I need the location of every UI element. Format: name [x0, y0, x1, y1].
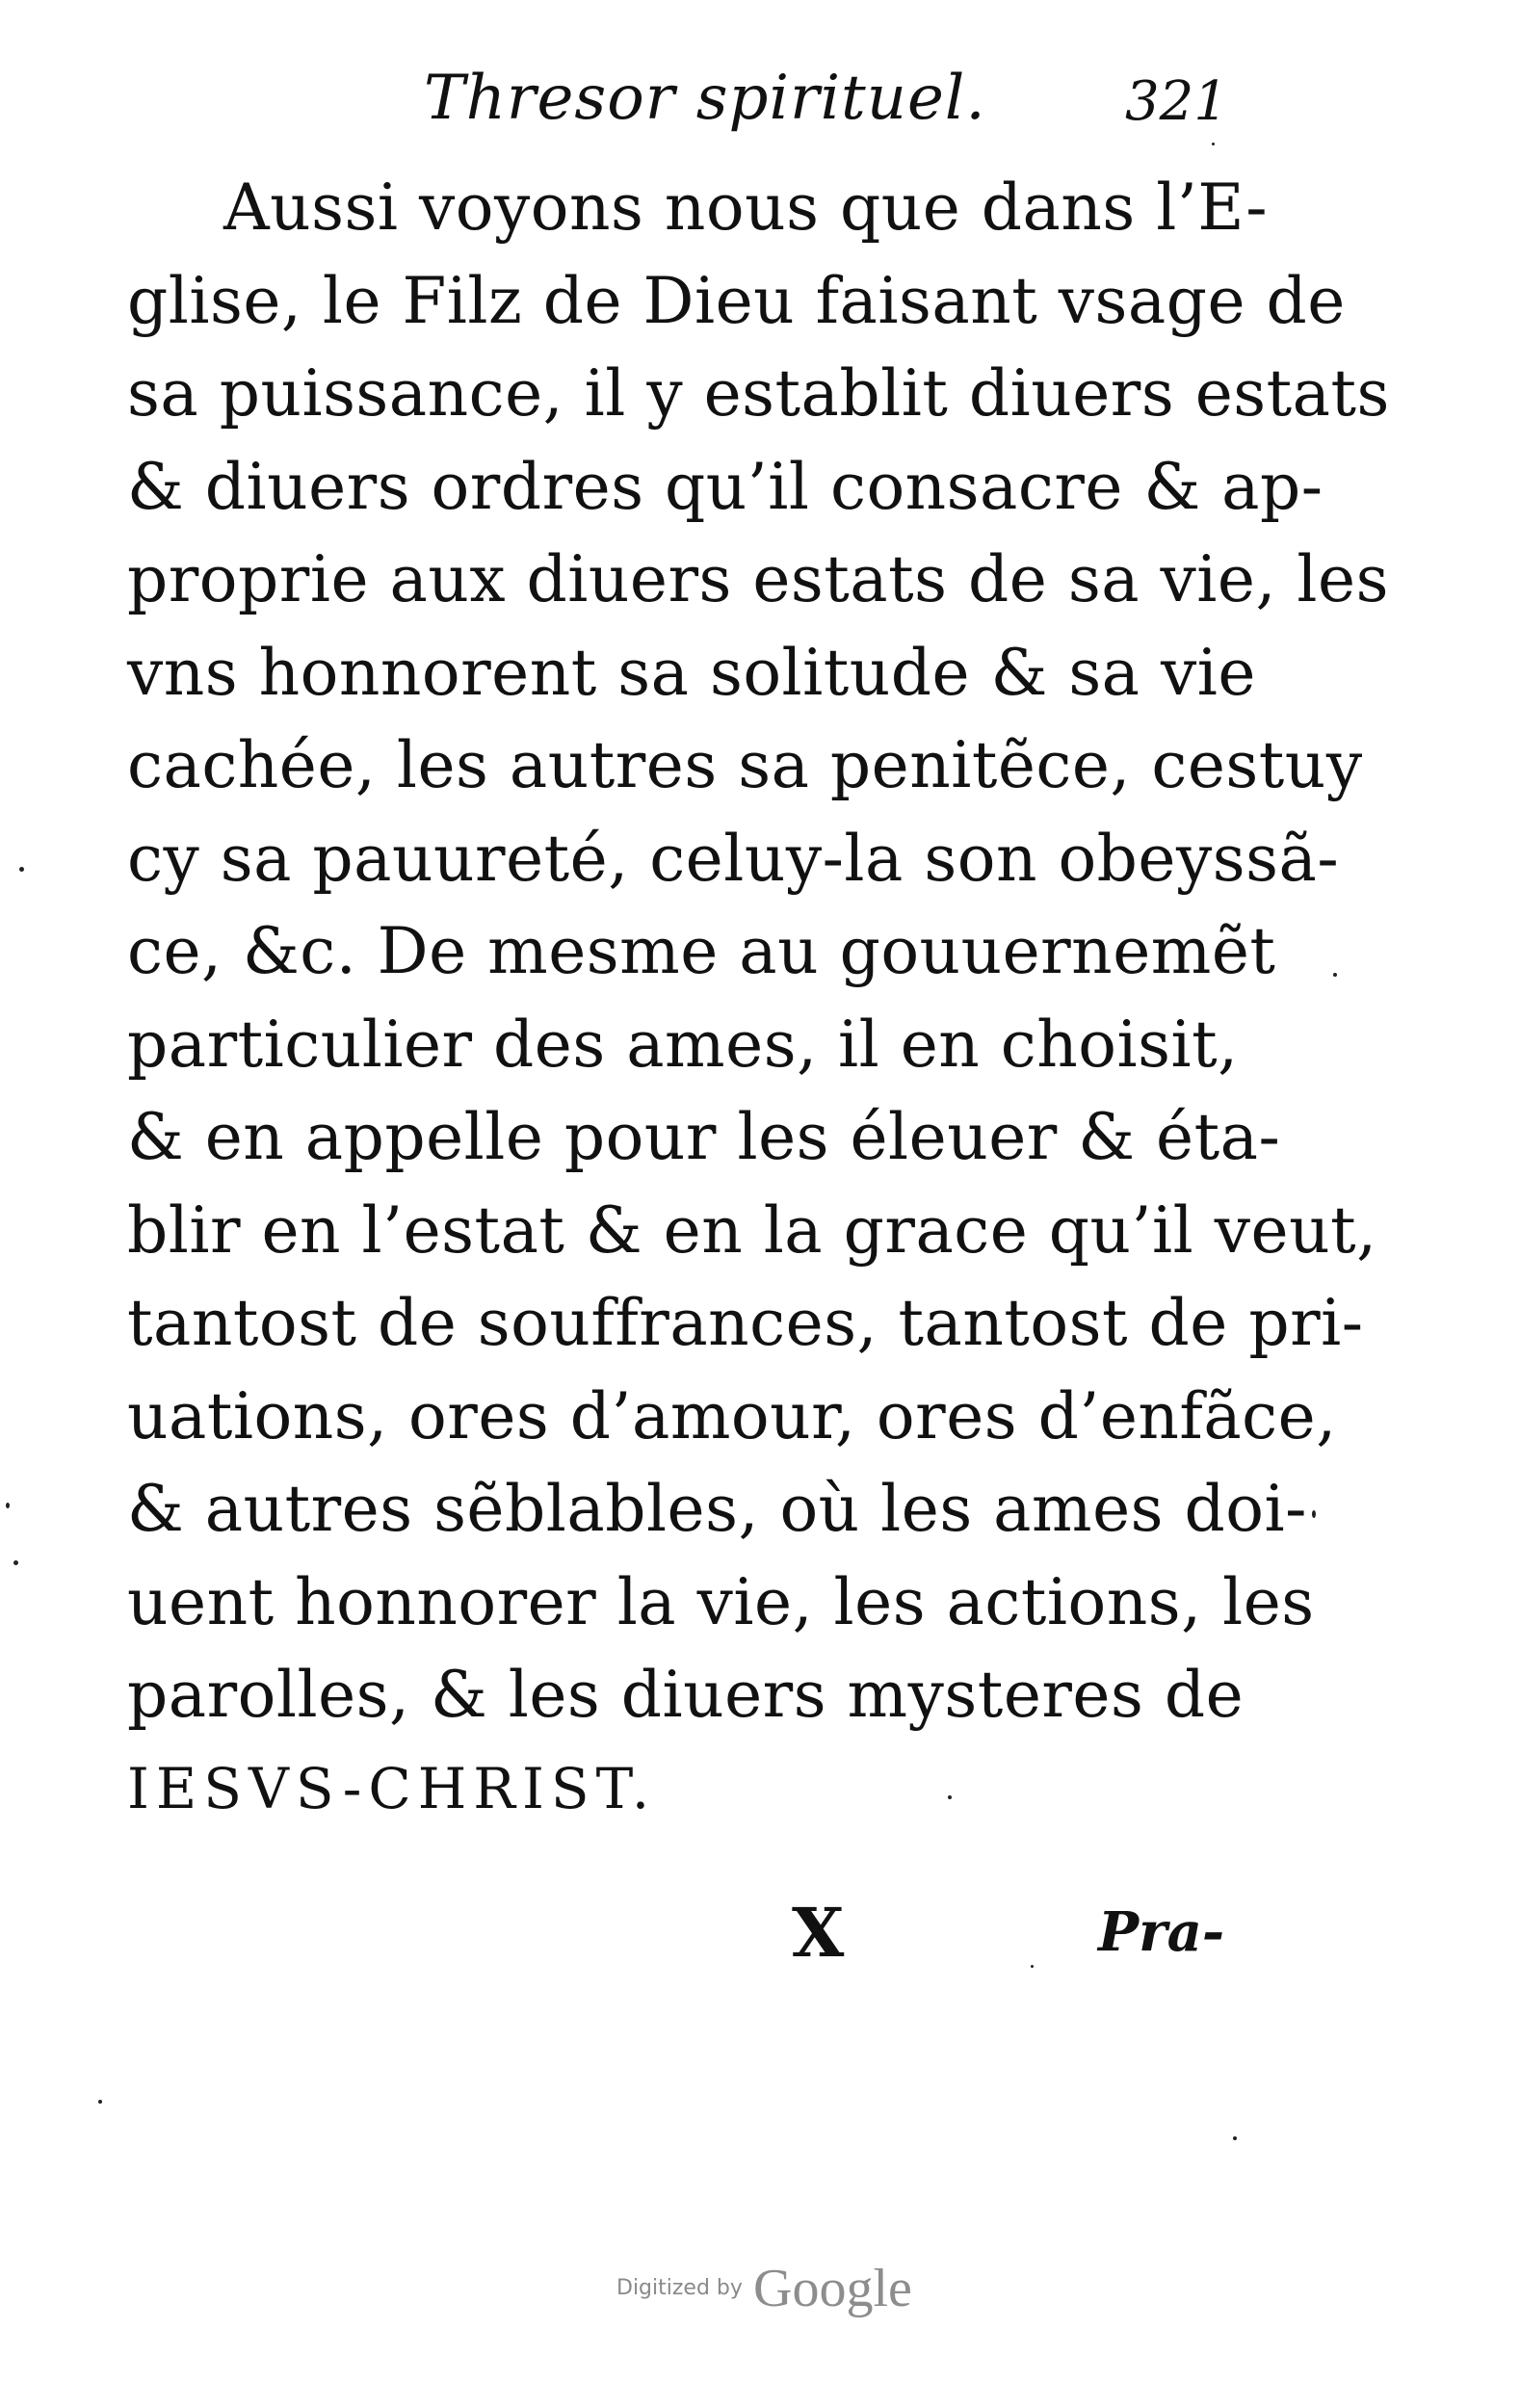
scan-speck	[98, 2100, 102, 2104]
catchword: Pra-	[1098, 1900, 1225, 1964]
scan-speck	[6, 1503, 10, 1508]
text-line: & diuers ordres qu’il consacre & ap-	[127, 449, 1323, 524]
page-number: 321	[1125, 70, 1228, 133]
scan-speck	[1233, 2136, 1237, 2140]
text-line: glise, le Filz de Dieu faisant vsage de	[127, 263, 1346, 338]
text-line: uent honnorer la vie, les actions, les	[127, 1564, 1315, 1639]
text-line: uations, ores d’amour, ores d’enfãce,	[127, 1378, 1337, 1453]
digitized-by-watermark	[616, 2259, 912, 2318]
scan-speck	[1312, 1510, 1316, 1518]
body-text	[127, 162, 1390, 1835]
text-line: proprie aux diuers estats de sa vie, les	[127, 542, 1389, 616]
signature-mark: X	[792, 1893, 845, 1973]
text-line: parolles, & les diuers mysteres de	[127, 1658, 1245, 1732]
text-line: & en appelle pour les éleuer & éta-	[127, 1100, 1281, 1174]
text-line: tantost de souffrances, tantost de pri-	[127, 1286, 1364, 1360]
google-logo: Google	[753, 2259, 912, 2318]
scan-speck	[19, 867, 24, 872]
text-line: cy sa pauureté, celuy-la son obeyssã-	[127, 821, 1340, 896]
scan-speck	[948, 1795, 952, 1799]
text-line: particulier des ames, il en choisit,	[127, 1007, 1239, 1082]
scan-speck	[13, 1560, 18, 1565]
text-line: cachée, les autres sa penitẽce, cestuy	[127, 728, 1363, 802]
running-title: Thresor spirituel.	[424, 63, 986, 134]
scan-speck	[1212, 143, 1215, 145]
scan-speck	[1031, 1965, 1034, 1968]
scan-speck	[1333, 973, 1337, 977]
text-line: vns honnorent sa solitude & sa vie	[127, 635, 1256, 710]
watermark-prefix: Digitized by	[616, 2276, 743, 2300]
text-line: blir en l’estat & en la grace qu’il veut,	[127, 1192, 1377, 1268]
text-line: IESVS-CHRIST.	[127, 1755, 657, 1821]
text-line: & autres sẽblables, où les ames doi-	[127, 1472, 1307, 1546]
text-line: ce, &c. De mesme au gouuernemẽt	[127, 914, 1276, 988]
text-line: sa puissance, il y establit diuers estats	[127, 356, 1390, 431]
text-line: Aussi voyons nous que dans l’E-	[223, 170, 1269, 245]
